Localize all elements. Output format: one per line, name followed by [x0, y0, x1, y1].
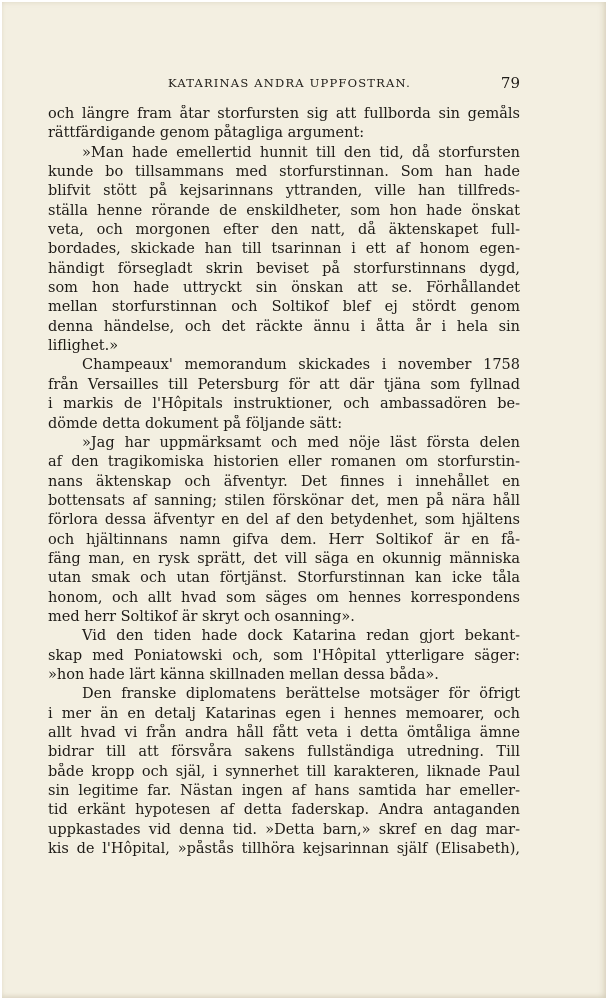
book-page [2, 2, 606, 998]
text-line: sin legitime far. Nästan ingen af hans samtida har emeller- [48, 783, 520, 800]
body-text [48, 105, 520, 859]
text-line: bordades, skickade han till tsarinnan i ett af honom egen- [48, 241, 520, 258]
text-line: Den franske diplomatens berättelse motsäger för öfrigt [82, 686, 520, 703]
text-line: af den tragikomiska historien eller romanen om storfurstin- [48, 454, 520, 471]
text-line: utan smak och utan förtjänst. Storfurstinnan kan icke tåla [48, 570, 520, 587]
text-line: ställa henne rörande de enskildheter, som hon hade önskat [48, 202, 520, 219]
text-line: kis de l'Hôpital, »påstås tillhöra kejsarinnan själf (Elisabeth), [48, 841, 520, 858]
text-line: med herr Soltikof är skryt och osanning». [48, 608, 355, 625]
text-line: »Jag har uppmärksamt och med nöje läst första delen [82, 434, 520, 451]
running-head [48, 74, 520, 94]
text-line: rättfärdigande genom påtagliga argument: [48, 125, 365, 142]
text-line: kunde bo tillsammans med storfurstinnan. Som han hade [48, 164, 520, 181]
text-line: »Man hade emellertid hunnit till den tid, då storfursten [82, 144, 520, 161]
page-number: 79 [500, 74, 520, 92]
text-line: bidrar till att försvåra sakens fullständiga utredning. Till [48, 744, 520, 761]
text-line: denna händelse, och det räckte ännu i åtta år i hela sin [48, 318, 520, 335]
text-line: veta, och morgonen efter den natt, då äktenskapet full- [48, 222, 520, 239]
text-line: mellan storfurstinnan och Soltikof blef ej stördt genom [48, 299, 520, 316]
text-line: både kropp och själ, i synnerhet till karakteren, liknade Paul [48, 763, 520, 780]
text-line: »hon hade lärt känna skillnaden mellan dessa båda». [48, 666, 439, 683]
text-line: och hjältinnans namn gifva dem. Herr Soltikof är en få- [48, 531, 520, 548]
text-line: uppkastades vid denna tid. »Detta barn,» skref en dag mar- [48, 821, 520, 838]
text-line: förlora dessa äfventyr en del af den betydenhet, som hjältens [48, 512, 520, 529]
text-line: tid erkänt hypotesen af detta faderskap. Andra antaganden [48, 802, 520, 819]
text-line: som hon hade uttryckt sin önskan att se. Förhållandet [48, 280, 520, 297]
text-line: bottensats af sanning; stilen förskönar det, men på nära håll [48, 492, 520, 509]
text-line: dömde detta dokument på följande sätt: [48, 415, 343, 432]
text-line: Vid den tiden hade dock Katarina redan gjort bekant- [82, 628, 520, 645]
text-line: i markis de l'Hôpitals instruktioner, och ambassadören be- [48, 396, 520, 413]
text-line: nans äktenskap och äfventyr. Det finnes i innehållet en [48, 473, 520, 490]
text-line: från Versailles till Petersburg för att där tjäna som fyllnad [48, 376, 520, 393]
text-line: i mer än en detalj Katarinas egen i hennes memoarer, och [48, 705, 520, 722]
running-title: KATARINAS ANDRA UPPFOSTRAN. [168, 76, 411, 90]
text-line: blifvit stött på kejsarinnans yttranden, ville han tillfreds- [48, 183, 520, 200]
text-line: och längre fram åtar storfursten sig att fullborda sin gemåls [48, 106, 520, 122]
text-line: allt hvad vi från andra håll fått veta i detta ömtåliga ämne [48, 725, 520, 741]
text-line: fäng man, en rysk sprätt, det vill säga en okunnig människa [48, 550, 520, 567]
text-line: honom, och allt hvad som säges om hennes korrespondens [48, 589, 520, 606]
text-line: skap med Poniatowski och, som l'Hôpital ytterligare säger: [48, 647, 520, 664]
text-line: liflighet.» [48, 338, 119, 355]
text-line: händigt försegladt skrin beviset på storfurstinnans dygd, [48, 260, 520, 277]
text-line: Champeaux' memorandum skickades i november 1758 [82, 357, 520, 374]
